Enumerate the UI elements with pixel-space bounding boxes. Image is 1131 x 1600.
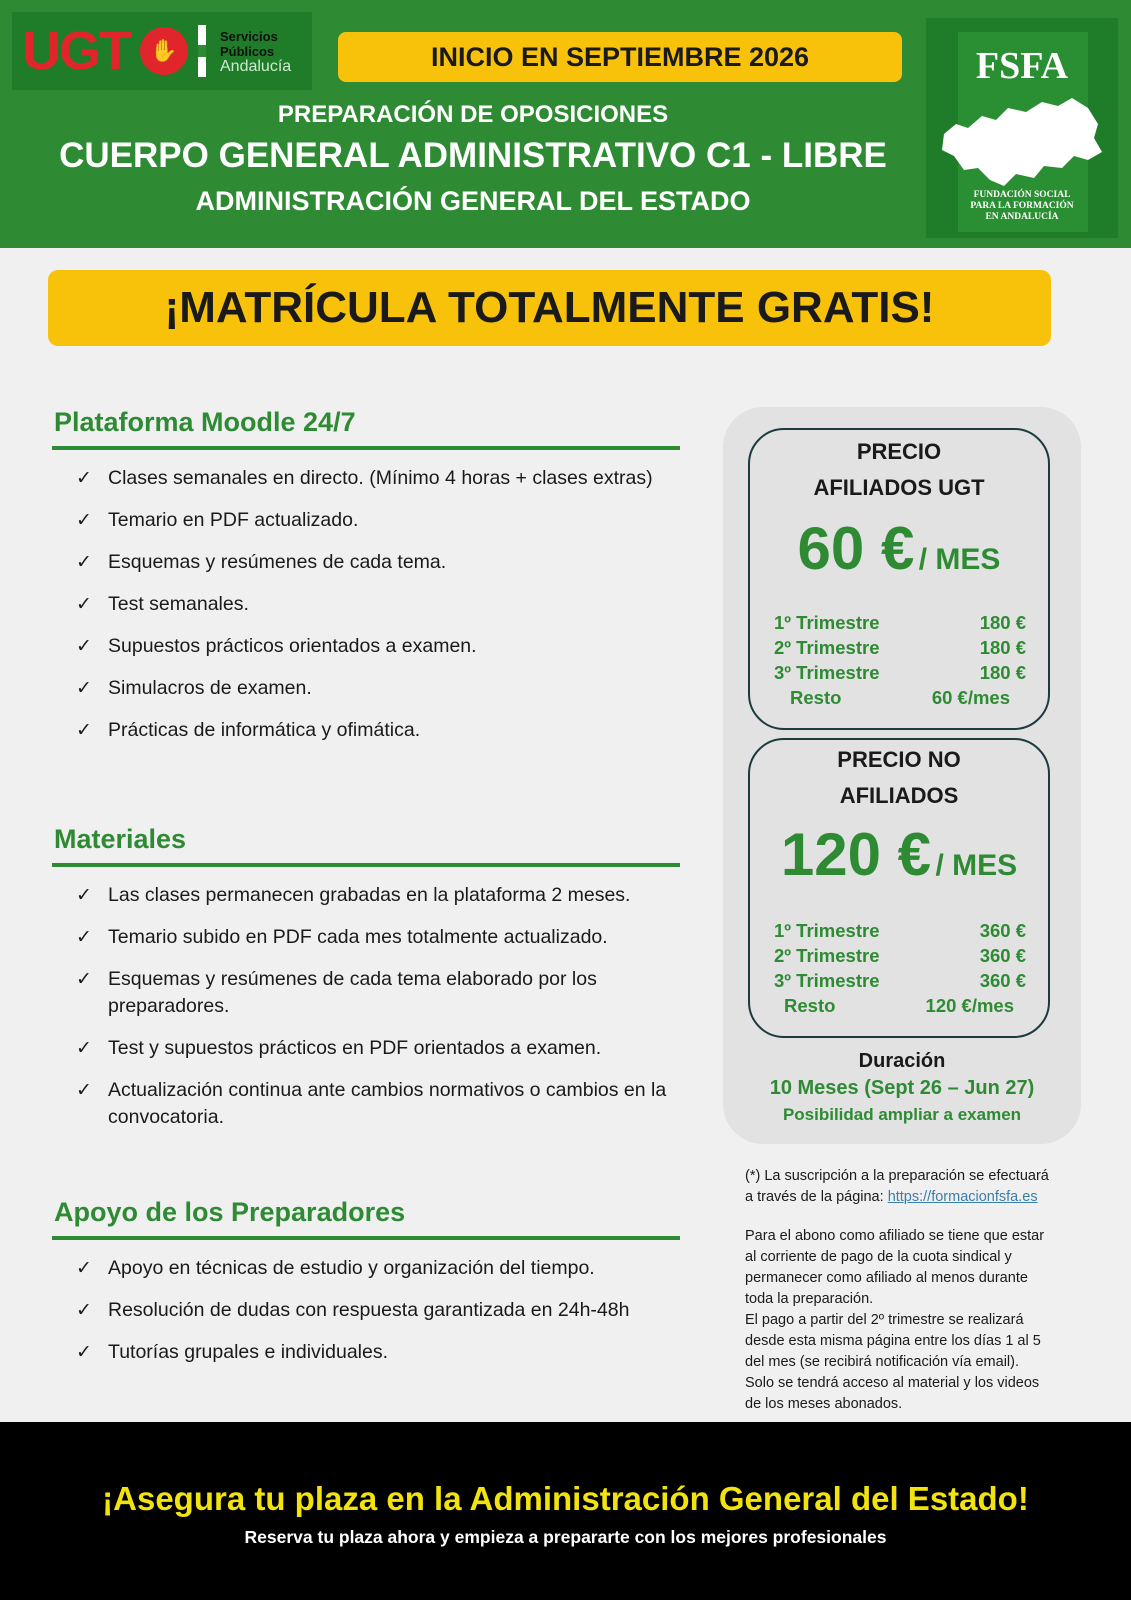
section-title-apoyo: Apoyo de los Preparadores [54,1197,406,1227]
check-icon: ✓ [76,720,92,741]
list-item: ✓ Resolución de dudas con respuesta garantizada en 24h-48h [76,1297,686,1324]
apoyo-list [76,1255,686,1366]
header-title: CUERPO GENERAL ADMINISTRATIVO C1 - LIBRE [59,136,887,175]
ugt-logo-bar [198,25,206,77]
price-row-value: 180 € [979,612,1026,633]
check-icon: ✓ [76,636,92,657]
price-row-label: 1º Trimestre [774,920,880,941]
duration-title: Duración [858,1050,946,1072]
ugt-logo [12,12,312,90]
check-icon: ✓ [76,510,92,531]
footer-subline: Reserva tu plaza ahora y empieza a prepararte con los mejores profesionales [244,1527,887,1547]
header-subtitle: PREPARACIÓN DE OPOSICIONES [277,101,669,128]
ugt-logo-subtitle: Servicios Públicos Andalucía [220,28,292,75]
price-box-afiliados [748,428,1050,730]
list-item: ✓ Temario en PDF actualizado. [76,507,686,534]
price-row-value: 180 € [979,637,1026,658]
check-icon: ✓ [76,552,92,573]
price-heading: AFILIADOS UGT [813,475,985,500]
check-icon: ✓ [76,1342,92,1363]
list-item: ✓ Clases semanales en directo. (Mínimo 4 horas + clases extras) [76,465,686,492]
subscription-note: (*) La suscripción a la preparación se efectuará a través de la página: https://formacionfsfa.es [745,1168,1049,1205]
free-enrollment-banner: ¡MATRÍCULA TOTALMENTE GRATIS! [48,270,1051,346]
check-icon: ✓ [76,1300,92,1321]
start-date-banner: INICIO EN SEPTIEMBRE 2026 [338,32,902,82]
price-row-label: 1º Trimestre [774,612,880,633]
price-row-label: 2º Trimestre [774,637,880,658]
fsfa-website-link[interactable]: https://formacionfsfa.es [887,1189,1038,1205]
check-icon: ✓ [76,927,92,948]
moodle-list [76,465,686,744]
check-icon: ✓ [76,1038,92,1059]
andalucia-map-icon [938,94,1106,194]
price-heading: PRECIO [856,439,942,464]
list-item: ✓ Temario subido en PDF cada mes totalmente actualizado. [76,924,686,951]
price-row-label: 3º Trimestre [774,970,880,991]
price-row-value: 360 € [979,970,1026,991]
check-icon: ✓ [76,969,92,990]
list-item: ✓ Test semanales. [76,591,686,618]
footer-headline: ¡Asegura tu plaza en la Administración General del Estado! [102,1480,1029,1517]
price-heading: AFILIADOS [839,783,959,808]
price-row-value: 60 €/mes [931,687,1010,708]
duration-note: Posibilidad ampliar a examen [782,1105,1022,1124]
fsfa-logo-subtitle: FUNDACIÓN SOCIAL PARA LA FORMACIÓN EN ANDALUCÍA [970,190,1074,222]
ugt-logo-text: UGT [22,21,130,81]
list-item: ✓ Prácticas de informática y ofimática. [76,717,686,744]
duration-value: 10 Meses (Sept 26 – Jun 27) [769,1077,1035,1099]
list-item: ✓ Supuestos prácticos orientados a examen. [76,633,686,660]
list-item: ✓ Test y supuestos prácticos en PDF orientados a examen. [76,1035,686,1062]
section-rule [52,446,680,450]
price-row-value: 360 € [979,945,1026,966]
list-item: ✓ Las clases permanecen grabadas en la plataforma 2 meses. [76,882,686,909]
handshake-icon: ✋ [140,27,188,75]
check-icon: ✓ [76,1080,92,1101]
price-row-value: 360 € [979,920,1026,941]
check-icon: ✓ [76,1258,92,1279]
section-title-moodle: Plataforma Moodle 24/7 [54,407,356,437]
list-item: ✓ Actualización continua ante cambios normativos o cambios en la convocatoria. [76,1079,667,1128]
fsfa-logo [926,18,1118,238]
price-box-no-afiliados [748,738,1050,1038]
price-row-label: Resto [790,687,842,708]
check-icon: ✓ [76,594,92,615]
price-heading: PRECIO NO [837,747,961,772]
price-row-label: 3º Trimestre [774,662,880,683]
check-icon: ✓ [76,468,92,489]
list-item: ✓ Tutorías grupales e individuales. [76,1339,686,1366]
payment-note: Para el abono como afiliado se tiene que estar al corriente de pago de la cuota sindical y permanecer como afiliado al menos durante toda la preparación. El pago a partir del 2º trimestre se realizará desde esta misma página entre los días 1 al 5 del mes (se recibirá notificación vía email). Solo se tendrá acceso al material y los videos de los meses abonados. [745,1228,1045,1412]
price-amount: 60 € / MES [797,515,1001,582]
list-item: ✓ Esquemas y resúmenes de cada tema. [76,549,686,576]
list-item: ✓ Apoyo en técnicas de estudio y organización del tiempo. [76,1255,686,1282]
price-row-value: 180 € [979,662,1026,683]
header-administration: ADMINISTRACIÓN GENERAL DEL ESTADO [195,186,751,216]
price-amount: 120 € / MES [780,821,1018,888]
list-item: ✓ Simulacros de examen. [76,675,686,702]
check-icon: ✓ [76,678,92,699]
price-row-label: Resto [784,995,836,1016]
section-rule [52,1236,680,1240]
price-row-value: 120 €/mes [925,995,1014,1016]
check-icon: ✓ [76,885,92,906]
fsfa-logo-title: FSFA [975,45,1069,87]
list-item: ✓ Esquemas y resúmenes de cada tema elaborado por los preparadores. [76,968,597,1017]
section-rule [52,863,680,867]
materiales-list [76,882,686,1131]
price-row-label: 2º Trimestre [774,945,880,966]
section-title-materiales: Materiales [54,824,187,854]
